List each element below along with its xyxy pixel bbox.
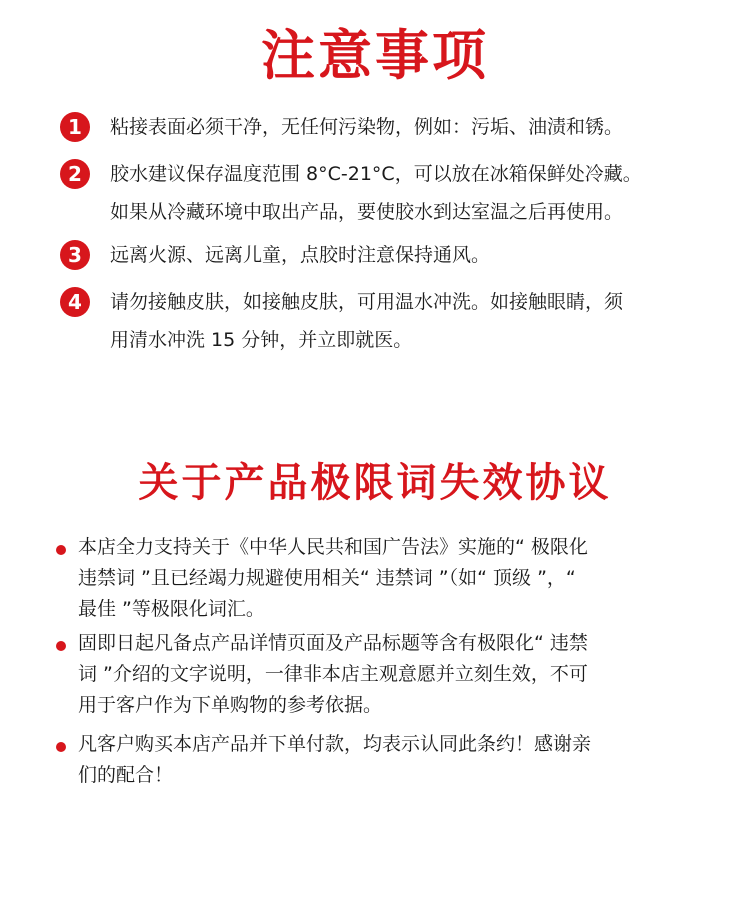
- text-line: 用于客户作为下单购物的参考依据。: [78, 694, 383, 716]
- notice-item-text: [110, 155, 700, 231]
- agreement-title: 关于产品极限词失效协议: [138, 460, 612, 506]
- text-line: 固即日起凡备点产品详情页面及产品标题等含有极限化“ 违禁: [78, 632, 588, 654]
- agreement-item-text: [78, 729, 698, 791]
- text-line: 本店全力支持关于《中华人民共和国广告法》实施的“ 极限化: [78, 536, 588, 558]
- agreement-item-text: [78, 532, 698, 625]
- number-badge: 2: [60, 159, 90, 189]
- text-line: 最佳 ”等极限化词汇。: [78, 598, 265, 620]
- text-line: 们的配合！: [78, 764, 174, 786]
- number-badge: 4: [60, 287, 90, 317]
- text-line: 如果从冷藏环境中取出产品，要使胶水到达室温之后再使用。: [110, 201, 624, 223]
- text-line: 请勿接触皮肤，如接触皮肤，可用温水冲洗。如接触眼睛，须: [110, 291, 624, 313]
- bullet-dot: [56, 641, 66, 651]
- notice-item-text: [110, 108, 700, 146]
- notice-title: 注意事项: [261, 24, 489, 87]
- number-badge: 3: [60, 240, 90, 270]
- text-line: 用清水冲洗 15 分钟，并立即就医。: [110, 329, 413, 351]
- text-line: 词 ”介绍的文字说明，一律非本店主观意愿并立刻生效，不可: [78, 663, 588, 685]
- text-line: 粘接表面必须干净，无任何污染物，例如：污垢、油渍和锈。: [110, 116, 624, 138]
- text-line: 违禁词 ”且已经竭力规避使用相关“ 违禁词 ”（如“ 顶级 ”，“: [78, 567, 576, 589]
- text-line: 凡客户购买本店产品并下单付款，均表示认同此条约！感谢亲: [78, 733, 592, 755]
- number-badge: 1: [60, 112, 90, 142]
- bullet-dot: [56, 742, 66, 752]
- notice-item-text: [110, 236, 700, 274]
- text-line: 胶水建议保存温度范围 8°C-21°C，可以放在冰箱保鲜处冷藏。: [110, 163, 642, 185]
- text-line: 远离火源、远离儿童，点胶时注意保持通风。: [110, 244, 491, 266]
- bullet-dot: [56, 545, 66, 555]
- agreement-item-text: [78, 628, 698, 721]
- notice-item-text: [110, 283, 700, 359]
